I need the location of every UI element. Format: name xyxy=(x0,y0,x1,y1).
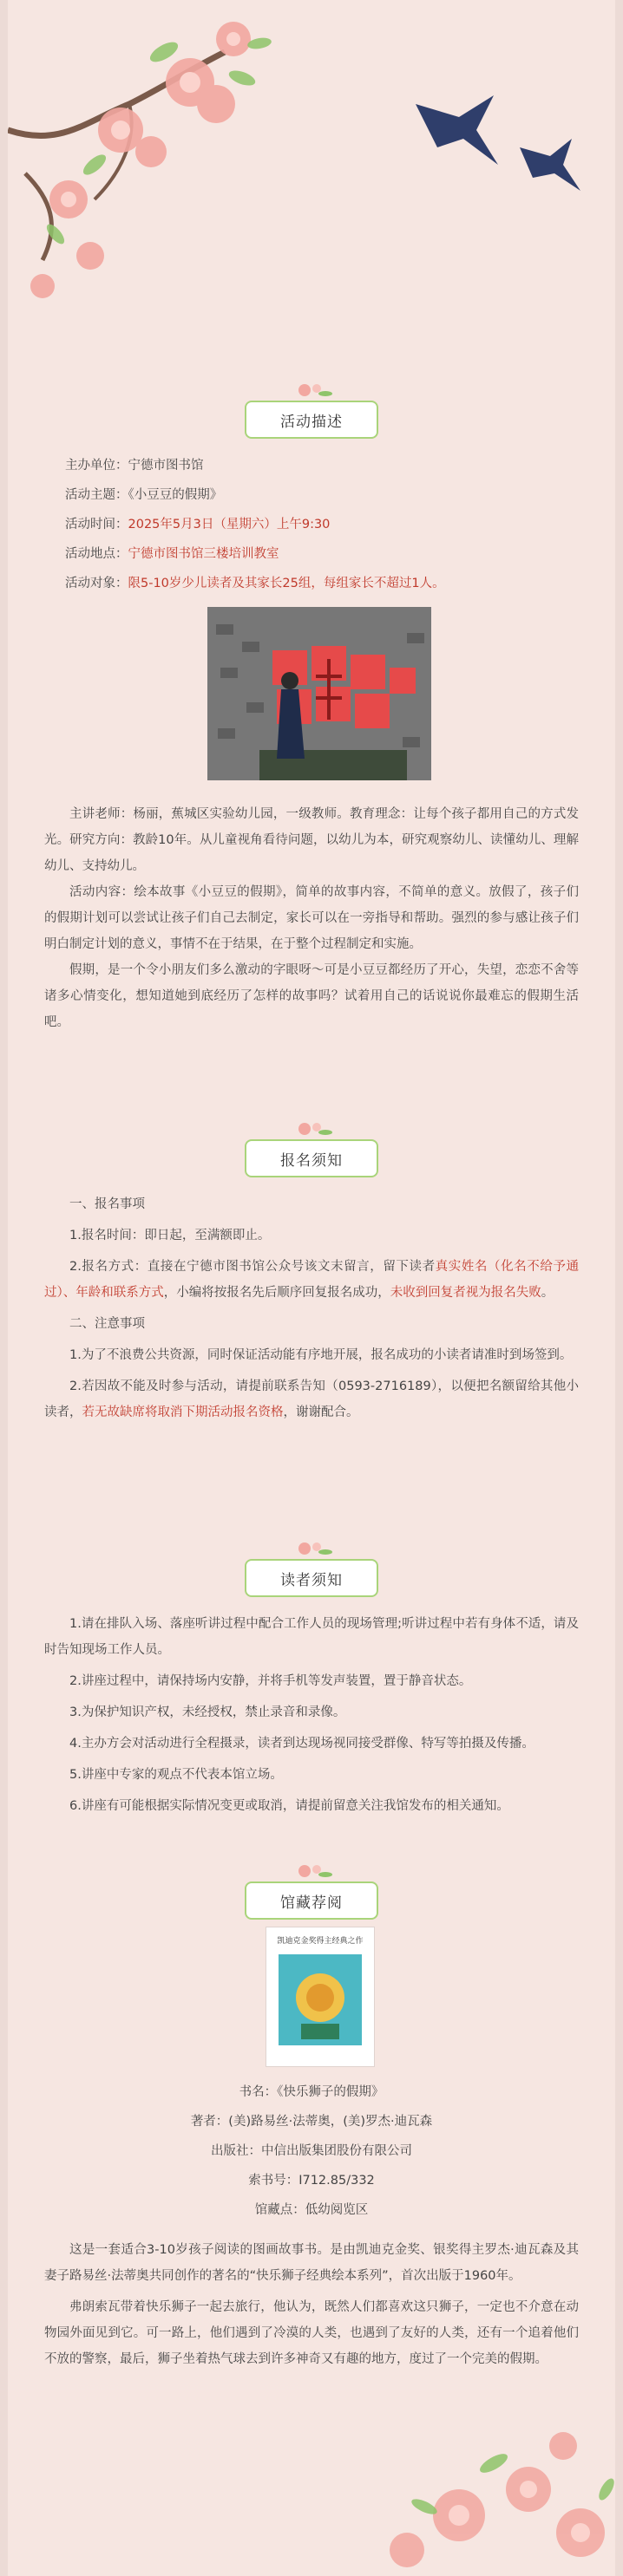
teacher-intro: 主讲老师：杨丽，蕉城区实验幼儿园，一级教师。教育理念：让每个孩子都用自己的方式发光。研究方向：教龄10年。从儿童视角看待问题，以幼儿为本，研究观察幼儿、读懂幼儿、理解幼儿、支持幼儿。 xyxy=(44,807,579,873)
flower-ornament-icon xyxy=(285,1861,338,1883)
signup-time: 1.报名时间：即日起，至满额即止。 xyxy=(69,1229,271,1242)
signup-note-1: 1.为了不浪费公共资源，同时保证活动能有序地开展，报名成功的小读者请准时到场签到。 xyxy=(69,1348,573,1362)
book-name: 书名：《快乐狮子的假期》 xyxy=(239,2085,384,2099)
section-title-activity: 活动描述 xyxy=(245,401,378,439)
activity-info xyxy=(44,451,579,598)
blossom-corner-illustration xyxy=(8,2368,615,2576)
book-authors: 著者：(美)路易丝·法蒂奥，(美)罗杰·迪瓦森 xyxy=(190,2115,433,2129)
activity-content: 活动内容：绘本故事《小豆豆的假期》，简单的故事内容，不简单的意义。放假了，孩子们的假期计划可以尝试让孩子们自己去制定，家长可以在一旁指导和帮助。强烈的参与感让孩子们明白制定计划的意义，事情不在于结果，在于整个过程制定和实施。 xyxy=(44,885,579,951)
section-title-signup: 报名须知 xyxy=(245,1139,378,1177)
book-details xyxy=(44,2077,579,2225)
reader-item: 1.请在排队入场、落座听讲过程中配合工作人员的现场管理;听讲过程中若有身体不适，请及时告知现场工作人员。 xyxy=(44,1617,579,1657)
activity-place: 活动地点：宁德市图书馆三楼培训教室 xyxy=(65,547,279,561)
activity-description xyxy=(44,801,579,1035)
book-intro-1: 这是一套适合3-10岁孩子阅读的图画故事书。是由凯迪克金奖、银奖得主罗杰·迪瓦森及其妻子路易丝·法蒂奥共同创作的著名的“快乐狮子经典绘本系列”，首次出版于1960年。 xyxy=(44,2243,579,2283)
article-page xyxy=(8,0,615,2576)
activity-host: 主办单位：宁德市图书馆 xyxy=(65,459,204,473)
book-call-number: 索书号：I712.85/332 xyxy=(248,2174,375,2188)
signup-note-2: 2.若因故不能及时参与活动，请提前联系告知（0593-2716189），以便把名额留给其他小读者，若无故缺席将取消下期活动报名资格，谢谢配合。 xyxy=(44,1379,579,1419)
section-title-reader: 读者须知 xyxy=(245,1559,378,1597)
book-location: 馆藏点：低幼阅览区 xyxy=(254,2203,369,2217)
book-introduction xyxy=(44,2237,579,2372)
signup-info xyxy=(44,1191,579,1425)
signup-heading-1: 一、报名事项 xyxy=(69,1197,145,1211)
reader-item: 5.讲座中专家的观点不代表本馆立场。 xyxy=(69,1768,283,1782)
activity-target: 活动对象：限5-10岁少儿读者及其家长25组，每组家长不超过1人。 xyxy=(65,577,445,590)
book-publisher: 出版社：中信出版集团股份有限公司 xyxy=(211,2144,412,2158)
signup-heading-2: 二、注意事项 xyxy=(69,1317,145,1331)
swallow-icon xyxy=(416,95,580,191)
flower-ornament-icon xyxy=(285,1538,338,1561)
section-title-collection: 馆藏荐阅 xyxy=(245,1881,378,1920)
reader-item: 6.讲座有可能根据实际情况变更或取消，请提前留意关注我馆发布的相关通知。 xyxy=(69,1799,509,1813)
reader-item: 2.讲座过程中，请保持场内安静，并将手机等发声装置，置于静音状态。 xyxy=(69,1674,472,1688)
book-cover-text: 凯迪克金奖得主经典之作 xyxy=(277,1937,364,1946)
signup-method: 2.报名方式：直接在宁德市图书馆公众号该文末留言，留下读者真实姓名（化名不给予通过）、年龄和联系方式，小编将按报名先后顺序回复报名成功，未收到回复者视为报名失败。 xyxy=(44,1260,580,1300)
activity-time: 活动时间：2025年5月3日（星期六）上午9:30 xyxy=(65,518,331,532)
blossom-branch-illustration xyxy=(8,0,615,364)
activity-theme: 活动主题：《小豆豆的假期》 xyxy=(65,488,223,502)
book-cover-art xyxy=(266,1946,374,2050)
reader-notice xyxy=(44,1611,579,1819)
book-intro-2: 弗朗索瓦带着快乐狮子一起去旅行，他认为，既然人们都喜欢这只狮子，一定也不介意在动物园外面见到它。可一路上，他们遇到了冷漠的人类，也遇到了友好的人类，还有一个追着他们不放的警察，最后，狮子坐着热气球去到许多神奇又有趣的地方，度过了一个完美的假期。 xyxy=(44,2300,579,2366)
reader-item: 3.为保护知识产权，未经授权，禁止录音和录像。 xyxy=(69,1705,346,1719)
book-cover xyxy=(266,1927,375,2067)
flower-ornament-icon xyxy=(285,380,338,402)
flower-ornament-icon xyxy=(285,1118,338,1141)
teacher-photo xyxy=(207,607,431,780)
holiday-intro: 假期，是一个令小朋友们多么激动的字眼呀～可是小豆豆都经历了开心，失望，恋恋不舍等诸多心情变化，想知道她到底经历了怎样的故事吗？试着用自己的话说说你最难忘的假期生活吧。 xyxy=(44,963,579,1029)
reader-item: 4.主办方会对活动进行全程摄录，读者到达现场视同接受群像、特写等拍摄及传播。 xyxy=(69,1737,534,1751)
